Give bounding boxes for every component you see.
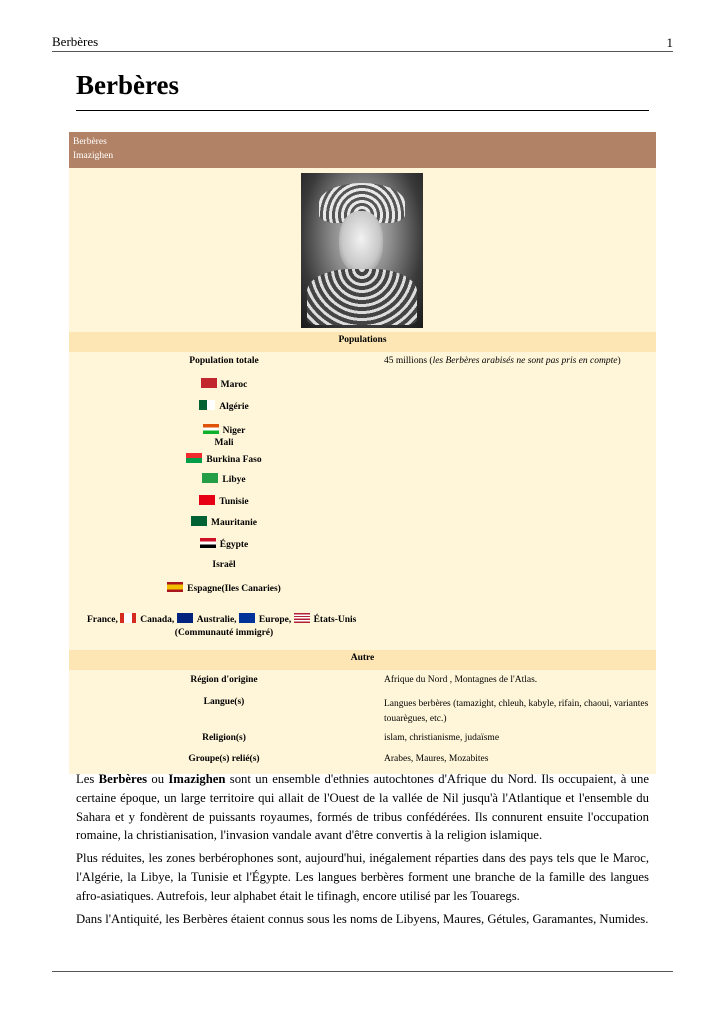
libya-flag-icon <box>202 473 218 483</box>
population-note: les Berbères arabisés ne sont pas pris en compte <box>432 356 618 366</box>
infobox <box>69 132 656 774</box>
row-label: Religion(s) <box>202 733 246 743</box>
footer-divider <box>52 971 673 972</box>
country-etats-unis[interactable]: États-Unis <box>313 615 357 625</box>
tunisia-flag-icon <box>199 495 215 505</box>
header-divider <box>52 51 673 52</box>
algeria-flag-icon <box>199 400 215 410</box>
country-canada[interactable]: Canada, <box>140 615 175 625</box>
region-europe[interactable]: Europe, <box>258 615 292 625</box>
term-berberes: Berbères <box>98 772 148 786</box>
paragraph-languages: Plus réduites, les zones berbérophones sont, aujourd'hui, inégalement réparties dans des pays tels que le Maroc, l'Algérie, la Libye, la Tunisie et l'Égypte. Les langues berbères forment une branche de la famille des langues afro-asiatiques. Autrefois, leur alphabet était le tifinagh, encore utilisé par les Touaregs. <box>76 851 649 903</box>
country-egypte[interactable]: Égypte <box>69 538 379 550</box>
row-label: Langue(s) <box>203 697 245 707</box>
country-australie[interactable]: Australie, <box>196 615 237 625</box>
country-mauritanie[interactable]: Mauritanie <box>69 516 379 528</box>
communaute-immigre: (Communauté immigré) <box>174 628 274 638</box>
country-niger[interactable]: Niger <box>69 424 379 436</box>
beads-shape <box>307 269 417 325</box>
row-label: Groupe(s) relié(s) <box>188 754 260 764</box>
row-value: Langues berbères (tamazight, chleuh, kabyle, rifain, chaoui, variantes touarègues, etc.) <box>384 699 649 724</box>
section-autre: Autre <box>69 650 656 670</box>
page-number: 1 <box>666 35 673 50</box>
infobox-heading-native-name: Imazighen <box>73 151 114 161</box>
country-burkina-faso[interactable]: Burkina Faso <box>69 453 379 465</box>
country-tunisie[interactable]: Tunisie <box>69 495 379 507</box>
article-body <box>76 770 649 932</box>
face-shape <box>339 211 383 273</box>
country-mali[interactable]: Mali <box>214 438 234 448</box>
row-value: islam, christianisme, judaïsme <box>384 733 500 743</box>
country-algerie[interactable]: Algérie <box>69 400 379 412</box>
row-religions <box>69 728 656 750</box>
term-imazighen: Imazighen <box>168 772 226 786</box>
section-populations: Populations <box>69 332 656 352</box>
diaspora-countries <box>87 613 356 625</box>
canada-flag-icon <box>120 613 136 623</box>
infobox-heading <box>69 132 656 168</box>
row-label: Région d'origine <box>190 675 258 685</box>
population-total-label: Population totale <box>189 356 259 366</box>
mauritania-flag-icon <box>191 516 207 526</box>
title-divider <box>76 110 649 111</box>
article-title: Berbères <box>76 70 179 100</box>
populations-row <box>69 352 656 614</box>
diaspora-row <box>69 614 656 646</box>
row-value: Afrique du Nord , Montagnes de l'Atlas. <box>384 675 538 685</box>
europe-flag-icon <box>239 613 255 623</box>
running-header-title: Berbères <box>52 34 99 49</box>
country-maroc[interactable]: Maroc <box>69 378 379 390</box>
row-region-origine <box>69 670 656 691</box>
country-israel[interactable]: Israël <box>212 560 236 570</box>
spain-flag-icon <box>167 582 183 592</box>
infobox-heading-name: Berbères <box>73 137 107 147</box>
australia-flag-icon <box>177 613 193 623</box>
country-libye[interactable]: Libye <box>69 473 379 485</box>
country-france[interactable]: France, <box>87 615 118 625</box>
usa-flag-icon <box>294 613 310 623</box>
row-value: Arabes, Maures, Mozabites <box>384 754 489 764</box>
morocco-flag-icon <box>201 378 217 388</box>
country-espagne[interactable]: Espagne(Iles Canaries) <box>69 582 379 594</box>
population-total-value: 45 millions (les Berbères arabisés ne sont pas pris en compte) <box>384 356 621 366</box>
paragraph-intro: Les Berbères ou Imazighen sont un ensemble d'ethnies autochtones d'Afrique du Nord. Ils occupaient, à une certaine époque, un large territoire qui allait de l'Ouest de la vallée de Nil jusqu'à l'Atlantique et l'ensemble du Sahara et y fondèrent de puissants royaumes, formés de tribus confédérées. Ils connurent ensuite l'occupation romaine, la christianisation, l'invasion vandale avant d'être convertis à la religion islamique. <box>76 772 649 843</box>
row-langues <box>69 691 656 728</box>
niger-flag-icon <box>203 424 219 434</box>
portrait-photo[interactable] <box>301 173 423 328</box>
infobox-photo-row <box>69 168 656 328</box>
egypt-flag-icon <box>200 538 216 548</box>
burkina-faso-flag-icon <box>186 453 202 463</box>
paragraph-antiquity: Dans l'Antiquité, les Berbères étaient connus sous les noms de Libyens, Maures, Gétules, Garamantes, Numides. <box>76 911 649 926</box>
